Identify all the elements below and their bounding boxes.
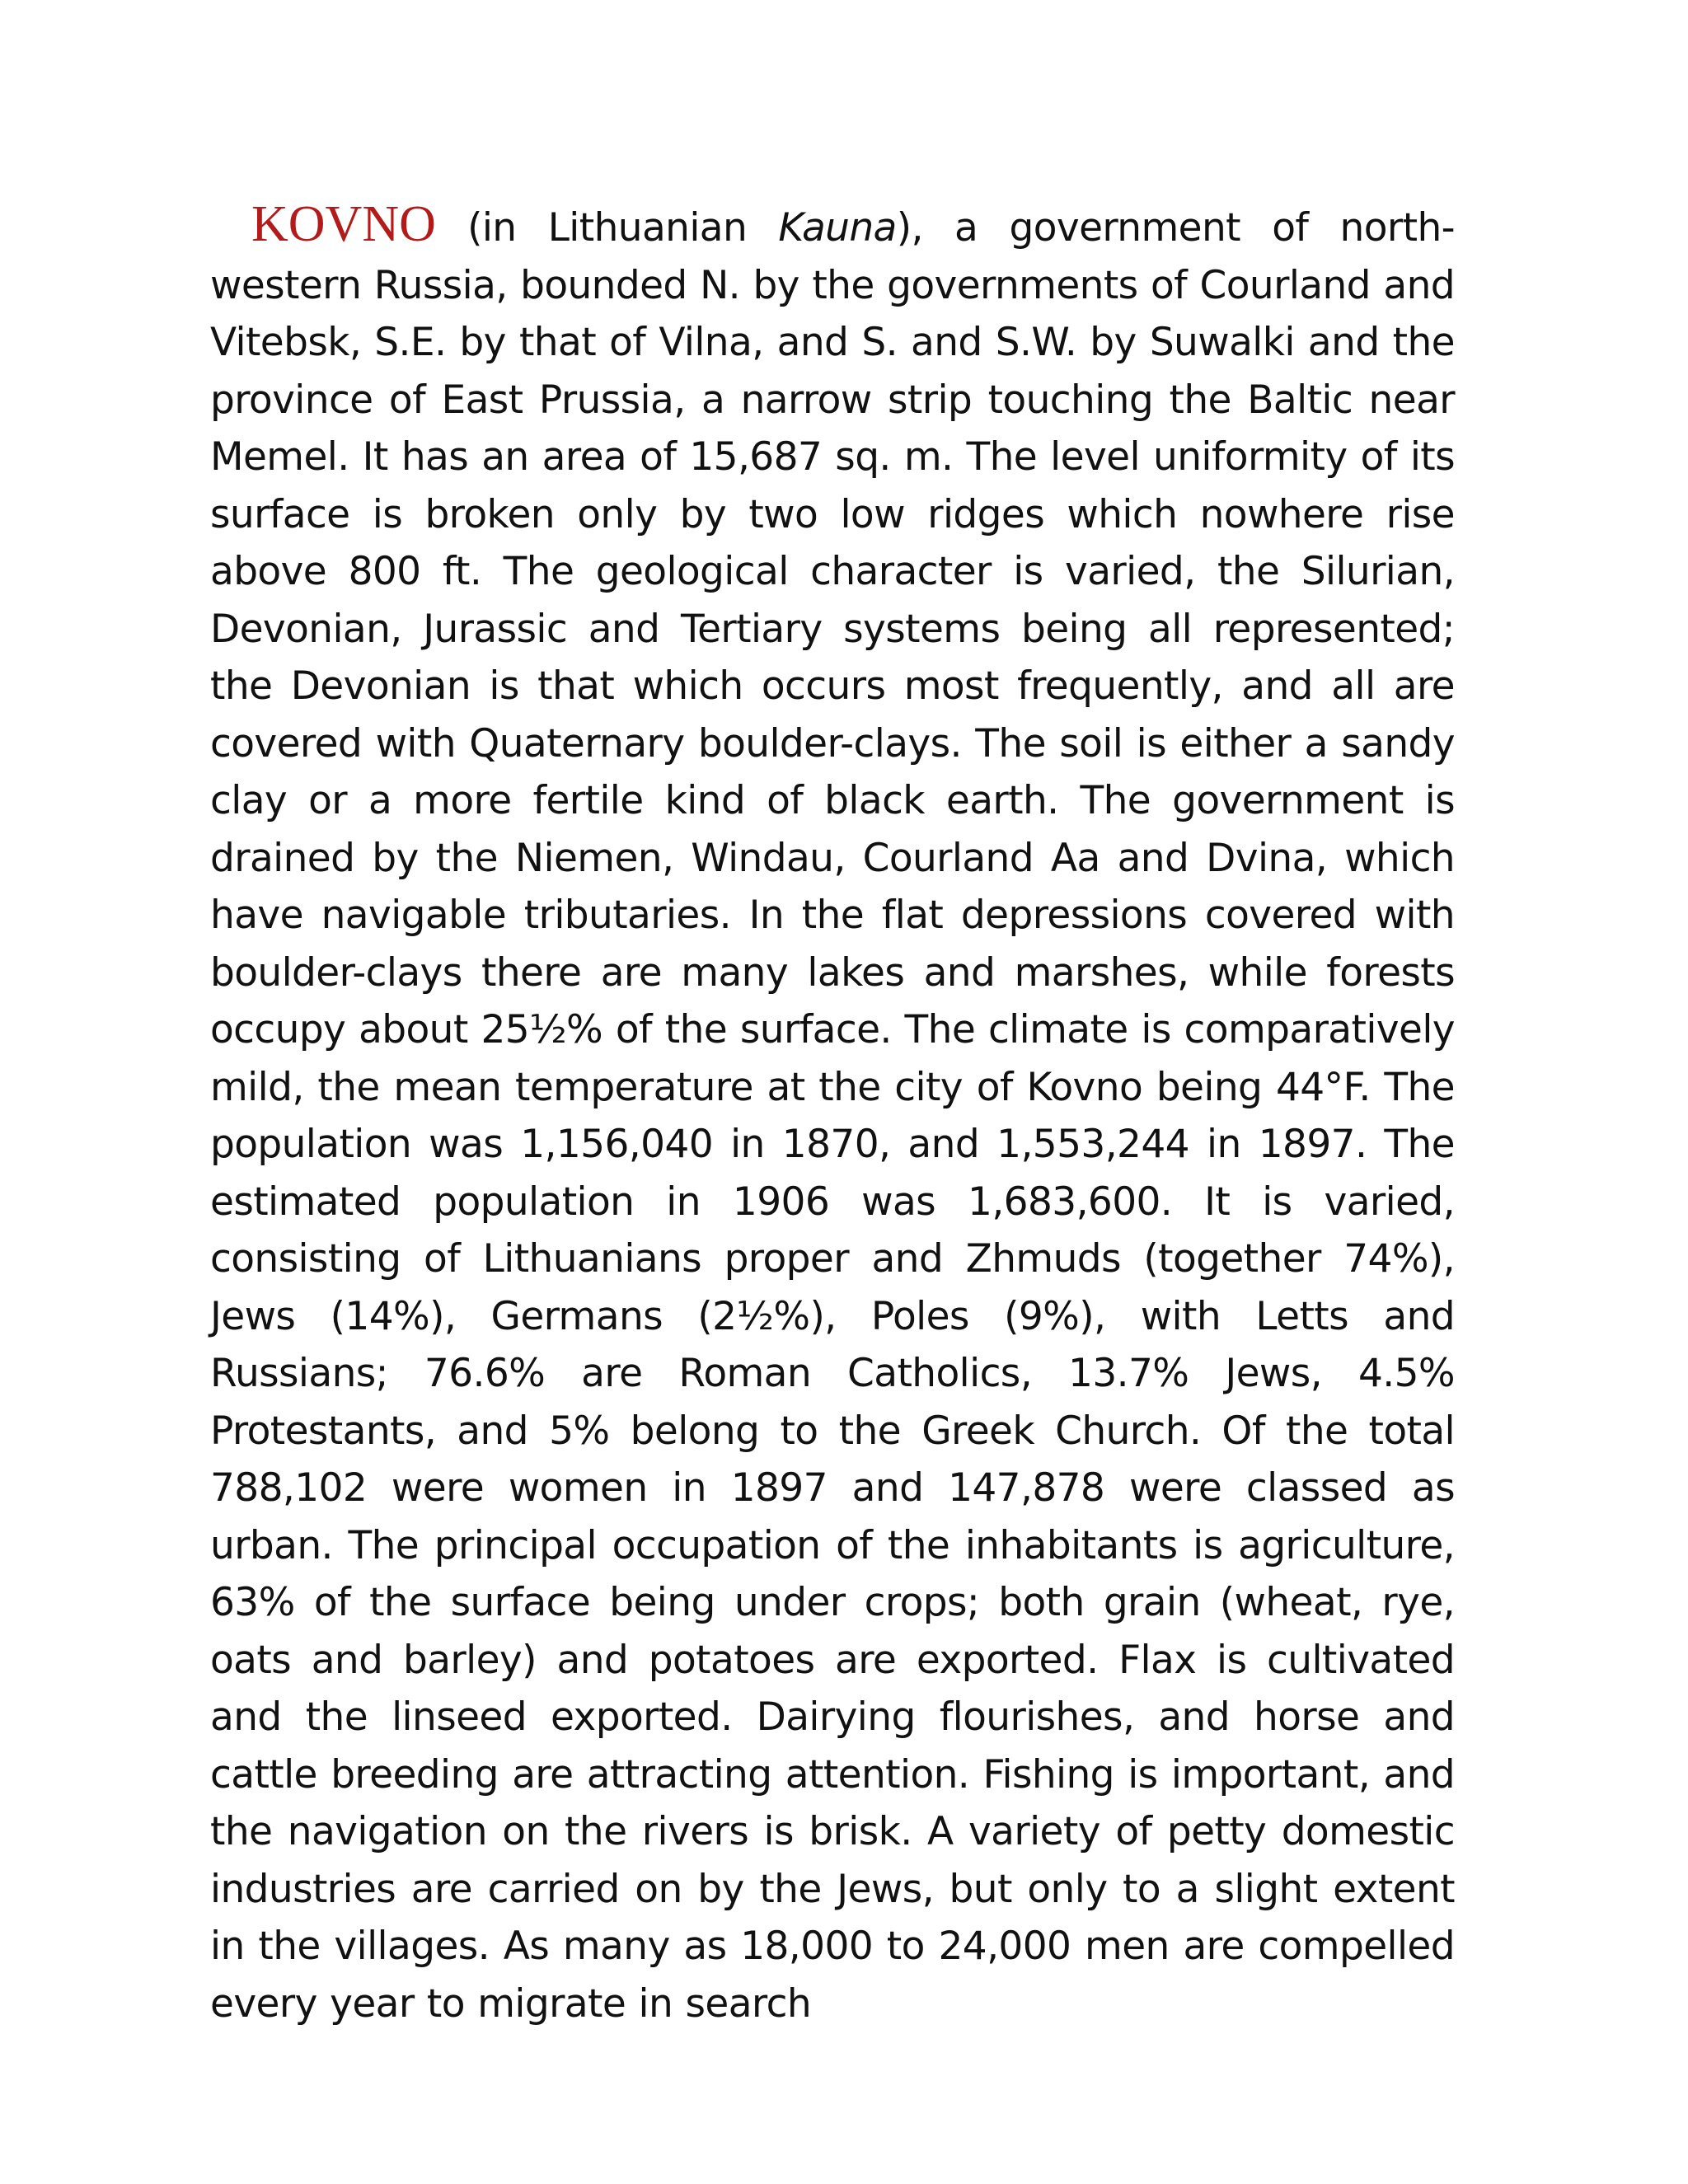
article-headword: KOVNO [251, 196, 436, 252]
native-name: Kauna [778, 205, 897, 251]
article-text [210, 196, 1455, 2032]
article-body: ), a government of north-western Russia, bounded N. by the governments of Courland and Vitebsk, S.E. by that of Vilna, and S. and S.W. by Suwalki and the province of East Prussia, a narrow strip touching the Baltic near Memel. It has an area of 15,687 sq. m. The level uniformity of its surface is broken only by two low ridges which nowhere rise above 800 ft. The geological character is varied, the Silurian, Devonian, Jurassic and Tertiary systems being all represented; the Devonian is that which occurs most frequently, and all are covered with Quaternary boulder-clays. The soil is either a sandy clay or a more fertile kind of black earth. The government is drained by the Niemen, Windau, Courland Aa and Dvina, which have navigable tributaries. In the flat depressions covered with boulder-clays there are many lakes and marshes, while forests occupy about 25½% of the surface. The climate is comparatively mild, the mean temperature at the city of Kovno being 44°F. The population was 1,156,040 in 1870, and 1,553,244 in 1897. The estimated population in 1906 was 1,683,600. It is varied, consisting of Lithuanians proper and Zhmuds (together 74%), Jews (14%), Germans (2½%), Poles (9%), with Letts and Russians; 76.6% are Roman Catholics, 13.7% Jews, 4.5% Protestants, and 5% belong to the Greek Church. Of the total 788,102 were women in 1897 and 147,878 were classed as urban. The principal occupation of the inhabitants is agriculture, 63% of the surface being under crops; both grain (wheat, rye, oats and barley) and potatoes are exported. Flax is cultivated and the linseed exported. Dairying flourishes, and horse and cattle breeding are attracting attention. Fishing is important, and the navigation on the rivers is brisk. A variety of petty domestic industries are carried on by the Jews, but only to a slight extent in the villages. As many as 18,000 to 24,000 men are compelled every year to migrate in search [210, 205, 1455, 2027]
intro-text: (in Lithuanian [435, 205, 779, 251]
